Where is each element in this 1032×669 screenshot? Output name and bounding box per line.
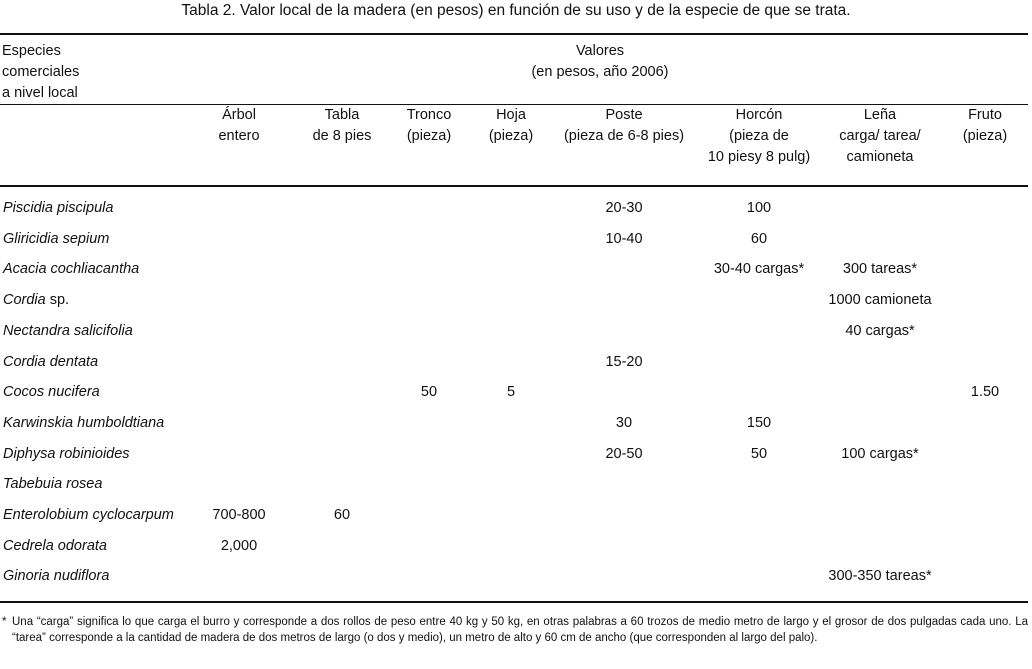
bottom-rule xyxy=(0,601,1028,603)
table-cell: 100 cargas* xyxy=(841,445,919,462)
species-name xyxy=(3,316,133,346)
table-cell: 50 xyxy=(750,445,768,462)
column-header-line: (pieza de 6-8 pies) xyxy=(563,128,685,144)
values-header-line: Valores xyxy=(575,43,625,59)
species-name xyxy=(3,285,69,315)
values-header xyxy=(450,41,750,83)
species-name-text: Cedrela odorata xyxy=(3,537,107,554)
species-name xyxy=(3,408,164,438)
species-name xyxy=(3,561,109,591)
species-header-line: comerciales xyxy=(2,64,80,80)
column-header-tabla xyxy=(302,105,382,147)
column-header-line: Leña xyxy=(863,107,897,123)
table-cell: 30 xyxy=(615,414,633,431)
column-header-lena xyxy=(818,105,942,168)
table-cell: 300 tareas* xyxy=(842,261,918,278)
table-row xyxy=(0,408,1028,438)
table-cell: 40 cargas* xyxy=(845,322,915,339)
column-header-line: Fruto xyxy=(968,107,1002,123)
column-header-rule xyxy=(0,185,1028,187)
column-header-line: Árbol xyxy=(222,107,256,123)
table-row xyxy=(0,347,1028,377)
column-header-hoja xyxy=(480,105,542,147)
species-name xyxy=(3,377,100,407)
species-name-text: Gliricidia sepium xyxy=(3,230,110,247)
table-cell: 30-40 cargas* xyxy=(713,261,805,278)
species-name-text: Cordia dentata xyxy=(3,353,99,370)
column-header-line: Horcón xyxy=(735,107,783,123)
species-name-text: Tabebuia rosea xyxy=(3,476,103,493)
table-row xyxy=(0,439,1028,469)
table-title: Tabla 2. Valor local de la madera (en pesos) en función de su uso y de la especie de que se trata. xyxy=(181,2,851,19)
table-cell: 20-30 xyxy=(605,200,643,216)
table-cell: 150 xyxy=(746,414,772,431)
column-header-line: camioneta xyxy=(846,149,914,165)
species-name-text: Piscidia piscipula xyxy=(3,200,114,216)
species-name xyxy=(3,439,130,469)
species-header-line: Especies xyxy=(2,43,61,59)
column-header-poste xyxy=(556,105,692,147)
column-header-line: carga/ tarea/ xyxy=(839,128,921,144)
species-name-suffix: sp. xyxy=(45,292,70,309)
top-rule xyxy=(0,33,1028,35)
table-row xyxy=(0,500,1028,530)
table-cell: 300-350 tareas* xyxy=(828,568,932,585)
table-row xyxy=(0,531,1028,561)
column-header-fruto xyxy=(955,105,1015,147)
species-header xyxy=(2,41,152,104)
species-name-text: Ginoria nudiflora xyxy=(3,568,110,585)
species-name xyxy=(3,193,113,223)
species-name xyxy=(3,469,102,499)
species-name xyxy=(3,500,174,530)
column-header-line: (pieza) xyxy=(962,128,1008,144)
footnote-text: Una “carga” significa lo que carga el burro y corresponde a dos rollos de peso entre 40 kg y 50 kg, en otras palabras a 60 trozos de medio metro de largo y el grosor de dos pulgadas cada uno. La “tarea” corresponde a la cantidad de madera de dos metros de largo (o dos y medio), un metro de alto y 60 cm de ancho (que corresponden al largo del palo). xyxy=(12,616,1028,644)
table-row xyxy=(0,316,1028,346)
species-name xyxy=(3,224,109,254)
table-cell: 20-50 xyxy=(605,445,643,462)
table-cell: 60 xyxy=(750,230,768,247)
column-header-line: de 8 pies xyxy=(312,128,372,144)
table-cell: 15-20 xyxy=(605,353,643,370)
table-cell: 10-40 xyxy=(605,230,643,247)
table-cell: 100 xyxy=(746,200,772,216)
table-row xyxy=(0,561,1028,591)
table-row xyxy=(0,254,1028,284)
species-name-text: Cocos nucifera xyxy=(3,384,100,401)
column-header-line: (pieza de xyxy=(729,128,789,144)
table-cell: 60 xyxy=(333,507,351,523)
species-name-text: Enterolobium cyclocarpum xyxy=(3,507,174,523)
column-header-line: Hoja xyxy=(496,107,526,123)
table-row xyxy=(0,285,1028,315)
species-name-text: Karwinskia humboldtiana xyxy=(3,414,165,431)
table-cell: 1.50 xyxy=(970,384,1000,401)
species-name-text: Nectandra salicifolia xyxy=(3,322,133,339)
column-header-horcon xyxy=(696,105,822,168)
column-header-line: Poste xyxy=(605,107,643,123)
column-header-arbol xyxy=(200,105,278,147)
column-header-line: entero xyxy=(218,128,260,144)
column-header-line: (pieza) xyxy=(406,128,452,144)
table-cell: 700-800 xyxy=(212,507,266,523)
table-row xyxy=(0,469,1028,499)
table-cell: 2,000 xyxy=(220,537,258,554)
values-header-line: (en pesos, año 2006) xyxy=(531,64,669,80)
species-header-line: a nivel local xyxy=(2,85,78,101)
species-name xyxy=(3,531,107,561)
column-header-line: Tronco xyxy=(406,107,452,123)
table-row xyxy=(0,193,1028,223)
species-name-text: Cordia xyxy=(3,292,46,309)
column-header-line: 10 piesy 8 pulg) xyxy=(707,149,811,165)
column-header-tronco xyxy=(397,105,461,147)
table-row xyxy=(0,377,1028,407)
column-header-line: Tabla xyxy=(324,107,360,123)
footnote-mark: * xyxy=(2,616,7,628)
species-name xyxy=(3,347,98,377)
species-name-text: Diphysa robinioides xyxy=(3,445,130,462)
species-name-text: Acacia cochliacantha xyxy=(3,261,140,278)
table-cell: 1000 camioneta xyxy=(828,292,932,309)
table-cell: 5 xyxy=(506,384,516,401)
table-row xyxy=(0,224,1028,254)
table-cell: 50 xyxy=(420,384,438,401)
column-header-line: (pieza) xyxy=(488,128,534,144)
species-name xyxy=(3,254,139,284)
